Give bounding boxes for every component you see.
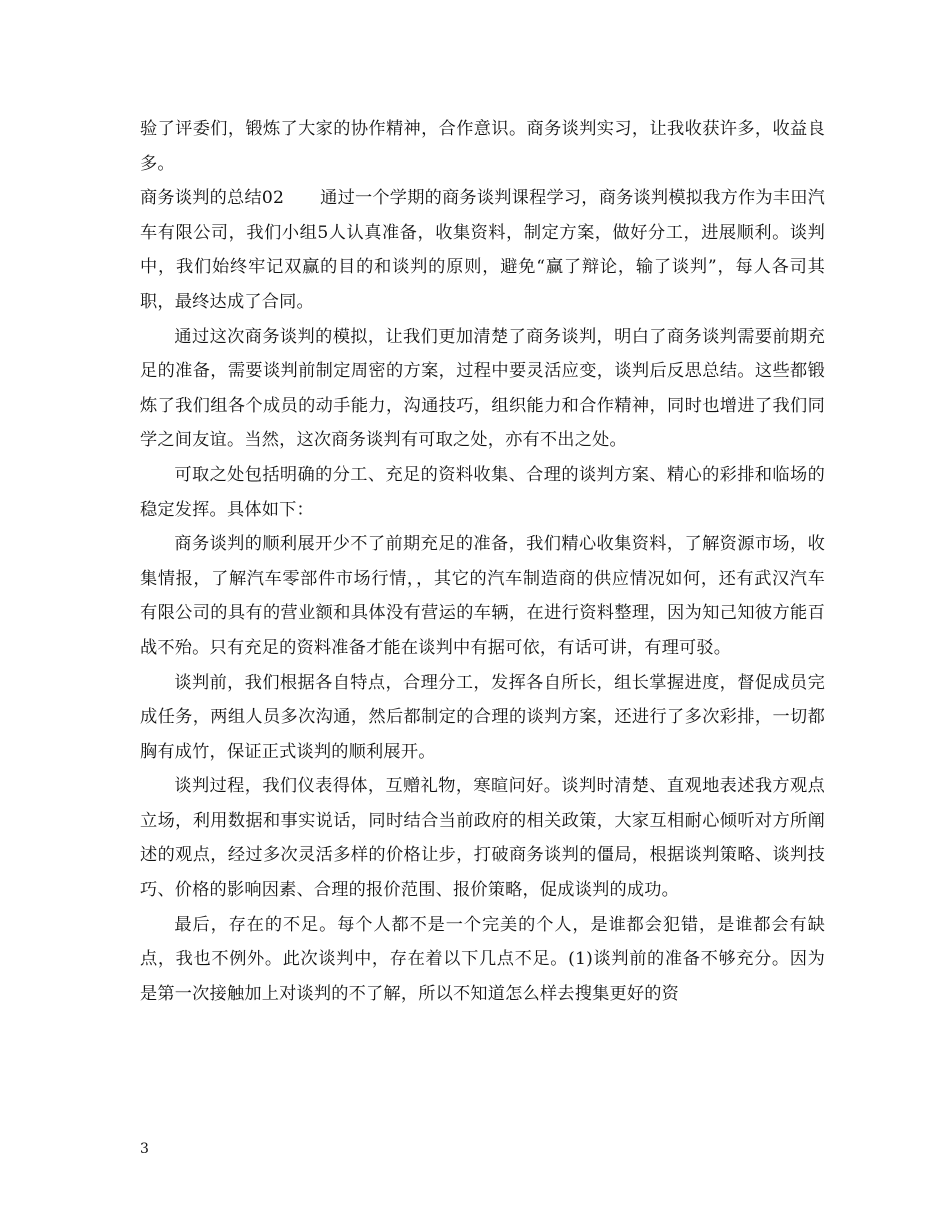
- page-number: 3: [140, 1141, 149, 1157]
- paragraph-2-text: 通过一个学期的商务谈判课程学习，商务谈判模拟我方作为丰田汽车有限公司，我们小组5人认真准备，收集资料，制定方案，做好分工，进展顺利。谈判中，我们始终牢记双赢的目的和谈判的原则，避免“赢了辩论，输了谈判”，每人各司其职，最终达成了合同。: [140, 188, 825, 312]
- paragraph-6: 谈判前，我们根据各自特点，合理分工，发挥各自所长，组长掌握进度，督促成员完成任务，两组人员多次沟通，然后都制定的合理的谈判方案，还进行了多次彩排，一切都胸有成竹，保证正式谈判的顺利展开。: [140, 672, 825, 762]
- paragraph-4: 可取之处包括明确的分工、充足的资料收集、合理的谈判方案、精心的彩排和临场的稳定发挥。具体如下：: [140, 464, 825, 520]
- paragraph-7: 谈判过程，我们仪表得体，互赠礼物，寒暄问好。谈判时清楚、直观地表述我方观点立场，利用数据和事实说话，同时结合当前政府的相关政策，大家互相耐心倾听对方所阐述的观点，经过多次灵活多样的价格让步，打破商务谈判的僵局，根据谈判策略、谈判技巧、价格的影响因素、合理的报价范围、报价策略，促成谈判的成功。: [140, 776, 825, 901]
- body-text: [140, 112, 825, 1011]
- section-heading: 商务谈判的总结02: [140, 188, 285, 209]
- paragraph-8: 最后，存在的不足。每个人都不是一个完美的个人，是谁都会犯错，是谁都会有缺点，我也不例外。此次谈判中，存在着以下几点不足。(1)谈判前的准备不够充分。因为是第一次接触加上对谈判的不了解，所以不知道怎么样去搜集更好的资: [140, 914, 825, 1004]
- paragraph-3: 通过这次商务谈判的模拟，让我们更加清楚了商务谈判，明白了商务谈判需要前期充足的准备，需要谈判前制定周密的方案，过程中要灵活应变，谈判后反思总结。这些都锻炼了我们组各个成员的动手能力，沟通技巧，组织能力和合作精神，同时也增进了我们同学之间友谊。当然，这次商务谈判有可取之处，亦有不出之处。: [140, 326, 825, 451]
- paragraph-2: [140, 181, 825, 319]
- paragraph-5: 商务谈判的顺利展开少不了前期充足的准备，我们精心收集资料，了解资源市场，收集情报，了解汽车零部件市场行情，，其它的汽车制造商的供应情况如何，还有武汉汽车有限公司的具有的营业额和具体没有营运的车辆，在进行资料整理，因为知己知彼方能百战不殆。只有充足的资料准备才能在谈判中有据可依，有话可讲，有理可驳。: [140, 534, 825, 658]
- paragraph-1: 验了评委们，锻炼了大家的协作精神，合作意识。商务谈判实习，让我收获许多，收益良多。: [140, 119, 825, 174]
